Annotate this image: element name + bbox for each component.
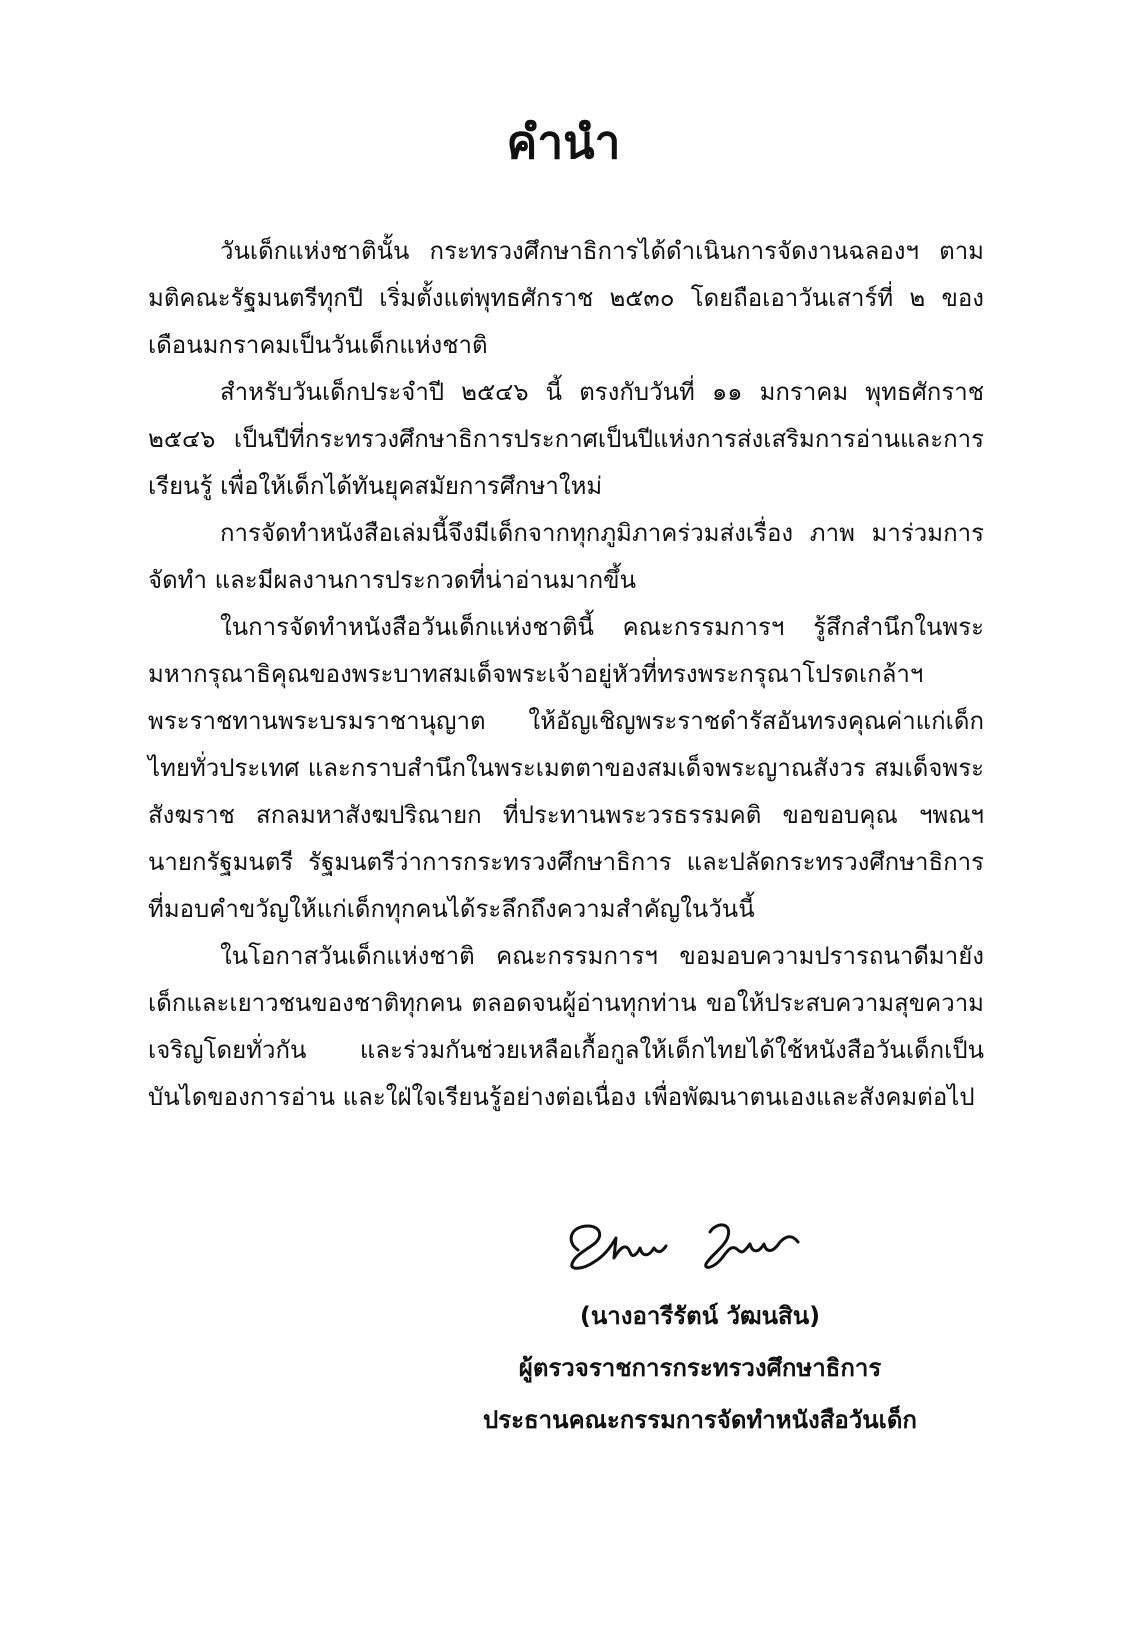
paragraph-1: วันเด็กแห่งชาตินั้น กระทรวงศึกษาธิการได้ดำเนินการจัดงานฉลองฯ ตามมติคณะรัฐมนตรีทุกปี เริ่มตั้งแต่พุทธศักราช ๒๕๓๐ โดยถือเอาวันเสาร์ที่ ๒ ของเดือนมกราคมเป็นวันเด็กแห่งชาติ <box>148 237 984 359</box>
handwritten-signature <box>560 1212 830 1280</box>
signer-position: ผู้ตรวจราชการกระทรวงศึกษาธิการ <box>518 1354 882 1382</box>
signer-role: ประธานคณะกรรมการจัดทำหนังสือวันเด็ก <box>483 1406 917 1434</box>
paragraph-3: การจัดทำหนังสือเล่มนี้จึงมีเด็กจากทุกภูมิภาคร่วมส่งเรื่อง ภาพ มาร่วมการจัดทำ และมีผลงานการประกวดที่น่าอ่านมากขึ้น <box>148 519 984 594</box>
paragraph-4: ในการจัดทำหนังสือวันเด็กแห่งชาตินี้ คณะกรรมการฯ รู้สึกสำนึกในพระมหากรุณาธิคุณของพระบาทสมเด็จพระเจ้าอยู่หัวที่ทรงพระกรุณาโปรดเกล้าฯ พระราชทานพระบรมราชานุญาต ให้อัญเชิญพระราชดำรัสอันทรงคุณค่าแก่เด็กไทยทั่วประเทศ และกราบสำนึกในพระเมตตาของสมเด็จพระญาณสังวร สมเด็จพระสังฆราช สกลมหาสังฆปริณายก ที่ประทานพระวรธรรมคติ ขอขอบคุณ ฯพณฯ นายกรัฐมนตรี รัฐมนตรีว่าการกระทรวงศึกษาธิการ และปลัดกระทรวงศึกษาธิการที่มอบคำขวัญให้แก่เด็กทุกคนได้ระลึกถึงความสำคัญในวันนี้ <box>148 613 984 923</box>
paragraph-2: สำหรับวันเด็กประจำปี ๒๕๔๖ นี้ ตรงกับวันที่ ๑๑ มกราคม พุทธศักราช ๒๕๔๖ เป็นปีที่กระทรวงศึกษาธิการประกาศเป็นปีแห่งการส่งเสริมการอ่านและการเรียนรู้ เพื่อให้เด็กได้ทันยุคสมัยการศึกษาใหม่ <box>148 378 984 500</box>
signature-block <box>430 1290 970 1446</box>
preface-body <box>148 228 984 1121</box>
page-title: คำนำ <box>506 115 621 169</box>
paragraph-5: ในโอกาสวันเด็กแห่งชาติ คณะกรรมการฯ ขอมอบความปรารถนาดีมายังเด็กและเยาวชนของชาติทุกคน ตลอดจนผู้อ่านทุกท่าน ขอให้ประสบความสุขความเจริญโดยทั่วกัน และร่วมกันช่วยเหลือเกื้อกูลให้เด็กไทยได้ใช้หนังสือวันเด็กเป็นบันไดของการอ่าน และใฝ่ใจเรียนรู้อย่างต่อเนื่อง เพื่อพัฒนาตนเองและสังคมต่อไป <box>148 942 984 1111</box>
signer-name: (นางอารีรัตน์ วัฒนสิน) <box>579 1302 821 1330</box>
